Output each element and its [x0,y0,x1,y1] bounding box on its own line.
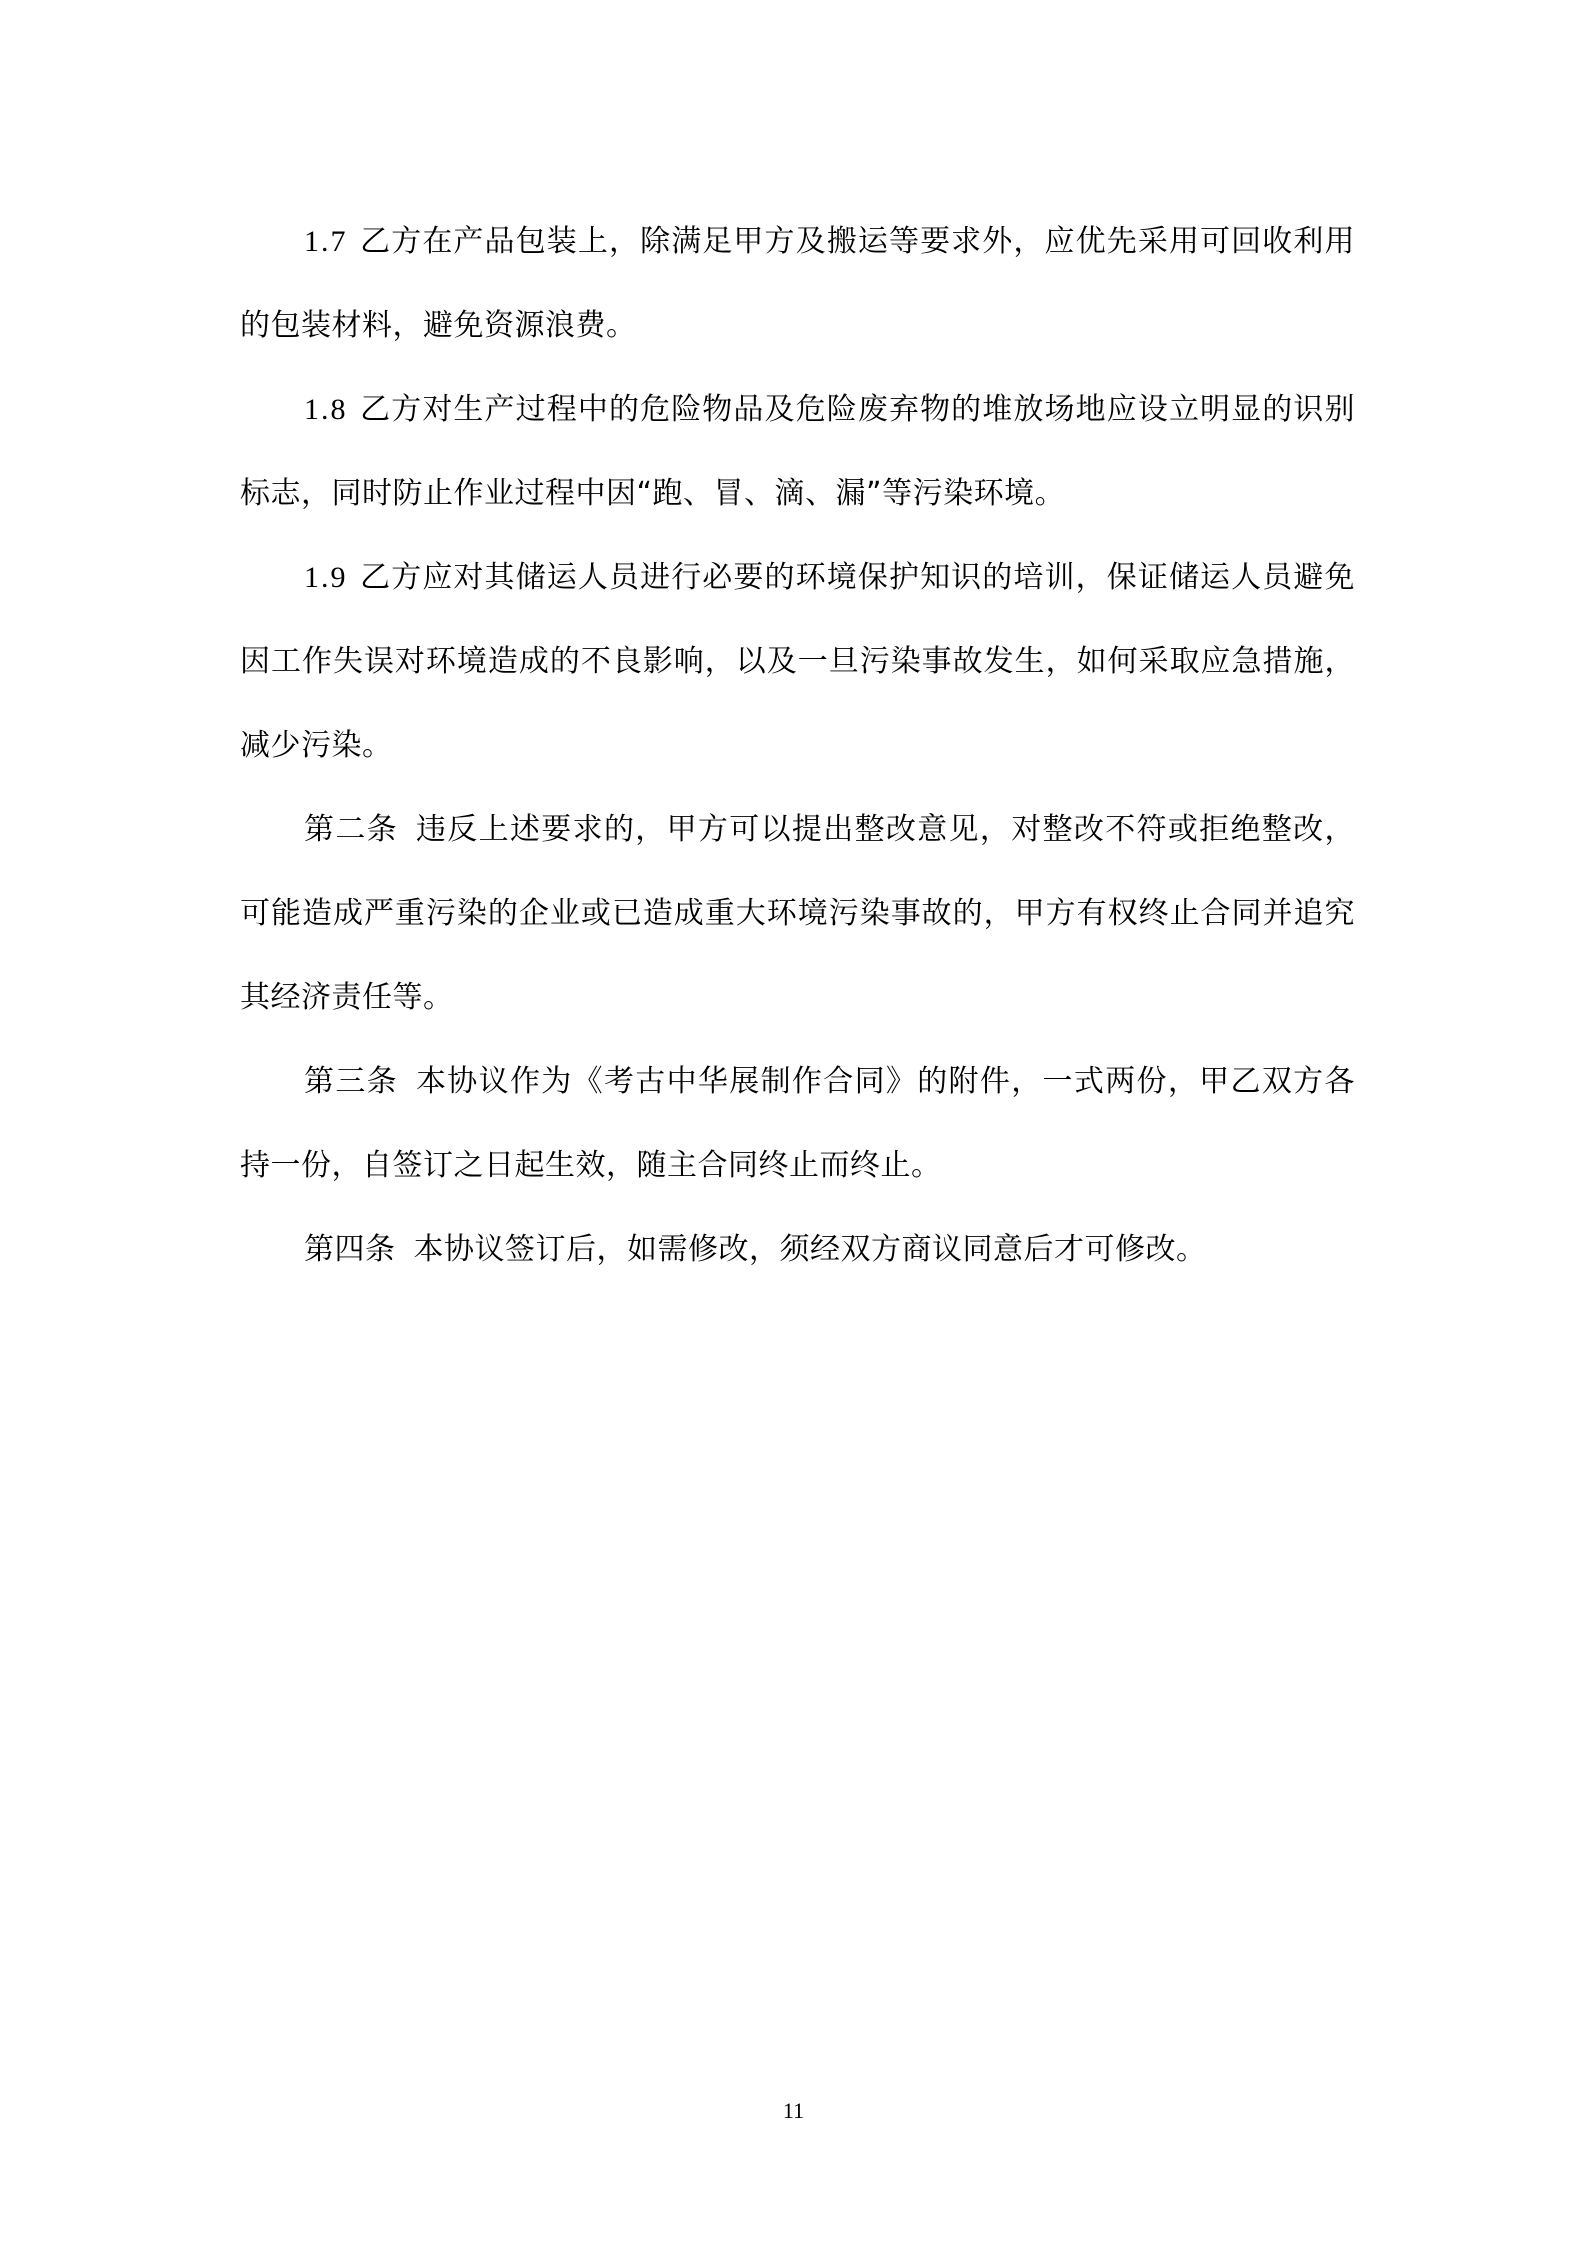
document-body [240,200,1355,1292]
clause-number: 1.7 [304,225,348,258]
article-text: 本协议作为《考古中华展制作合同》的附件，一式两份，甲乙双方各持一份，自签订之日起生效，随主合同终止而终止。 [240,1064,1355,1183]
article-label: 第三条 [304,1064,398,1099]
clause-1-8 [240,368,1355,536]
article-text: 本协议签订后，如需修改，须经双方商议同意后才可修改。 [413,1232,1207,1267]
clause-text: 乙方在产品包装上，除满足甲方及搬运等要求外，应优先采用可回收利用的包装材料，避免资源浪费。 [240,224,1355,343]
clause-1-7 [240,200,1355,368]
article-label: 第四条 [304,1232,396,1267]
clause-number: 1.9 [304,561,348,594]
article-label: 第二条 [304,812,398,847]
article-2 [240,788,1355,1040]
clause-text: 乙方应对其储运人员进行必要的环境保护知识的培训，保证储运人员避免因工作失误对环境造成的不良影响，以及一旦污染事故发生，如何采取应急措施，减少污染。 [240,560,1355,763]
clause-number: 1.8 [304,393,348,426]
article-3 [240,1040,1355,1208]
article-text: 违反上述要求的，甲方可以提出整改意见，对整改不符或拒绝整改，可能造成严重污染的企业或已造成重大环境污染事故的，甲方有权终止合同并追究其经济责任等。 [240,812,1355,1015]
article-4 [240,1208,1355,1292]
clause-text: 乙方对生产过程中的危险物品及危险废弃物的堆放场地应设立明显的识别标志，同时防止作业过程中因“跑、冒、滴、漏”等污染环境。 [240,392,1355,511]
clause-1-9 [240,536,1355,788]
page-number: 11 [782,2098,805,2123]
